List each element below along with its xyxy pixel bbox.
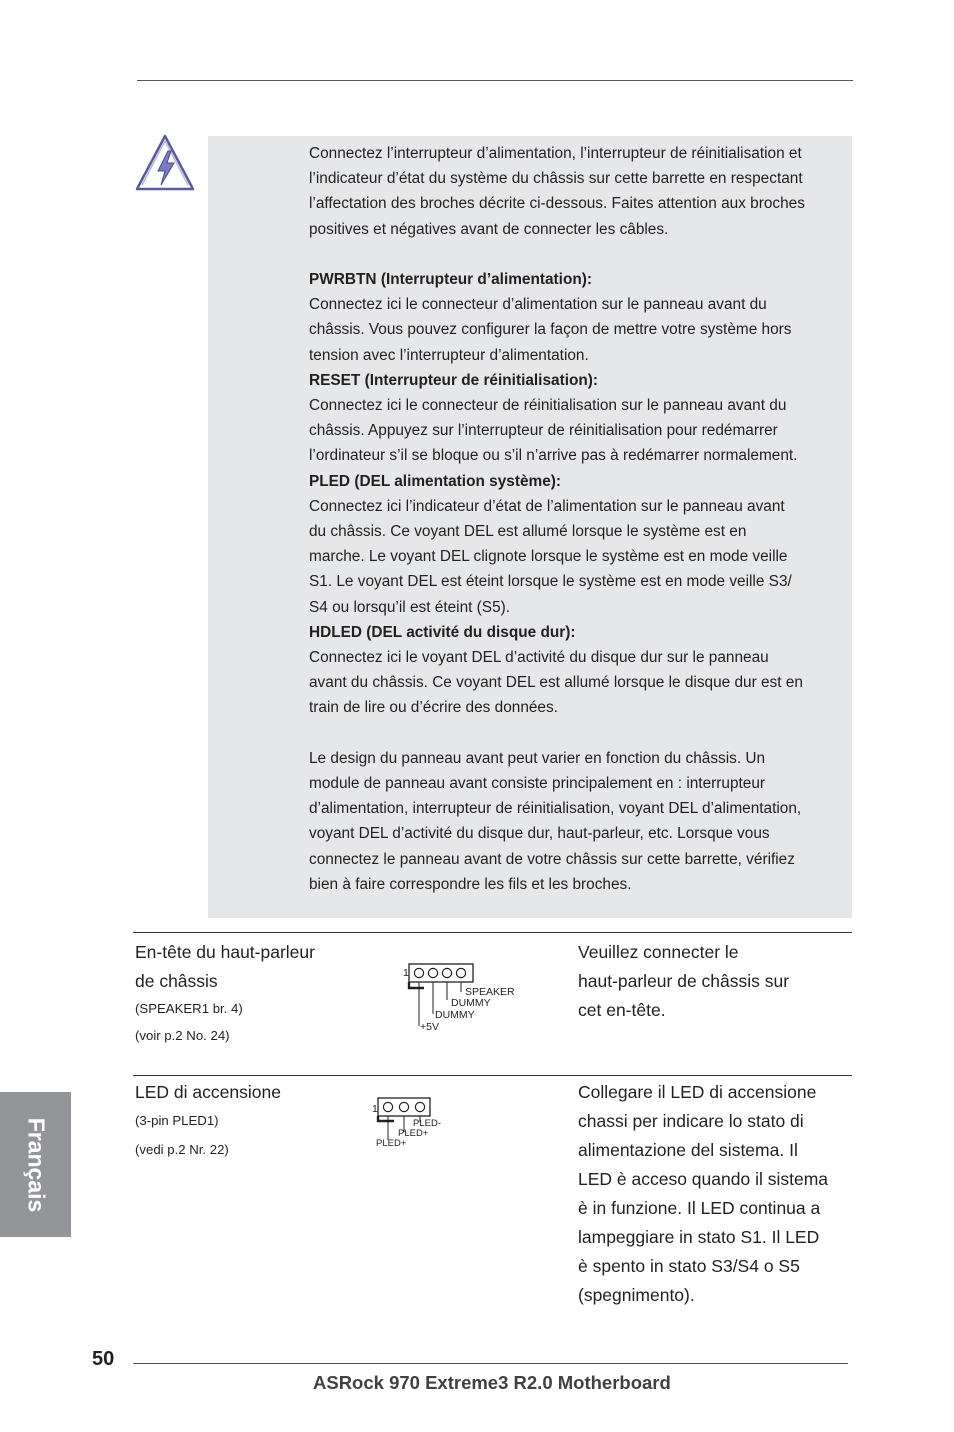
pled-paragraph [309, 494, 854, 620]
text-line: voyant DEL d’activité du disque dur, haut-parleur, etc. Lorsque vous [309, 825, 770, 843]
text-line: Connectez ici le connecteur de réinitialisation sur le panneau avant du [309, 397, 787, 415]
text-line: S4 ou lorsqu’il est éteint (S5). [309, 598, 511, 616]
power-led-page-ref: (vedi p.2 Nr. 22) [135, 1141, 229, 1157]
speaker-title-line: de châssis [135, 971, 218, 991]
text-line: module de panneau avant consiste principalement en : interrupteur [309, 775, 766, 793]
hdled-paragraph [309, 645, 854, 721]
text-line: marche. Le voyant DEL clignote lorsque le système est en mode veille [309, 548, 788, 566]
speaker-page-ref: (voir p.2 No. 24) [135, 1027, 230, 1043]
text-line: l’affectation des broches décrite ci-dessous. Faites attention aux broches [309, 195, 805, 213]
speaker-description [578, 938, 789, 1025]
plus5v-pin-label: +5V [420, 1021, 439, 1033]
pled-heading: PLED (DEL alimentation système): [309, 472, 562, 490]
pwrbtn-heading: PWRBTN (Interrupteur d’alimentation): [309, 271, 593, 288]
desc-line: lampeggiare in stato S1. Il LED [578, 1227, 820, 1247]
speaker-pin-info: (SPEAKER1 br. 4) [135, 1001, 243, 1016]
desc-line: chassi per indicare lo stato di [578, 1111, 804, 1131]
text-line: Connectez ici le voyant DEL d’activité du disque dur sur le panneau [309, 649, 769, 667]
power-led-pin-info: (3-pin PLED1) [135, 1113, 219, 1128]
power-led-title: LED di accensione [135, 1082, 281, 1102]
text-line: châssis. Appuyez sur l’interrupteur de réinitialisation pour redémarrer [309, 422, 778, 440]
desc-line: cet en-tête. [578, 1000, 666, 1020]
footer-title: ASRock 970 Extreme3 R2.0 Motherboard [313, 1372, 671, 1393]
text-line: l’indicateur d’état du système du châssis sur cette barrette en respectant [309, 170, 803, 188]
intro-paragraph [309, 141, 854, 242]
power-led-pin-diagram [370, 1096, 460, 1150]
text-line: positives et négatives avant de connecter les câbles. [309, 220, 669, 238]
power-led-title-block [135, 1078, 281, 1163]
pin1-label: 1 [372, 1103, 378, 1115]
text-line: Connectez ici l’indicateur d’état de l’alimentation sur le panneau avant [309, 497, 785, 515]
desc-line: è spento in stato S3/S4 o S5 [578, 1256, 800, 1276]
text-line: tension avec l’interrupteur d’alimentation. [309, 346, 589, 364]
reset-paragraph [309, 393, 854, 469]
pled-plus-label: PLED+ [376, 1138, 407, 1149]
desc-line: alimentazione del sistema. Il [578, 1140, 798, 1160]
design-paragraph [309, 746, 854, 897]
speaker-pin-diagram [400, 962, 520, 1034]
pled-minus-label: PLED- [413, 1118, 441, 1129]
desc-line: Veuillez connecter le [578, 942, 739, 962]
text-line: du châssis. Ce voyant DEL est allumé lorsque le système est en [309, 523, 747, 541]
desc-line: Collegare il LED di accensione [578, 1082, 817, 1102]
text-line: Le design du panneau avant peut varier en fonction du châssis. Un [309, 749, 766, 767]
speaker-pin-label: SPEAKER [465, 986, 515, 998]
desc-line: (spegnimento). [578, 1285, 695, 1305]
dummy-pin-label: DUMMY [435, 1009, 475, 1021]
text-line: d’alimentation, interrupteur de réinitialisation, voyant DEL d’alimentation, [309, 800, 802, 818]
speaker-title-line: En-tête du haut-parleur [135, 942, 315, 962]
language-tab-label: Français [23, 1117, 49, 1212]
text-line: bien à faire correspondre les fils et les broches. [309, 875, 632, 893]
text-line: S1. Le voyant DEL est éteint lorsque le système est en mode veille S3/ [309, 573, 792, 591]
pled-plus-label: PLED+ [398, 1128, 429, 1139]
footer-rule [133, 1363, 848, 1364]
page-number: 50 [92, 1348, 115, 1370]
hdled-heading: HDLED (DEL activité du disque dur): [309, 623, 576, 641]
text-line: l’ordinateur s’il se bloque ou s’il n’arrive pas à redémarrer normalement. [309, 447, 798, 465]
text-line: Connectez l’interrupteur d’alimentation, l’interrupteur de réinitialisation et [309, 145, 802, 162]
reset-heading: RESET (Interrupteur de réinitialisation): [309, 371, 599, 389]
note-text [309, 141, 854, 897]
text-line: avant du châssis. Ce voyant DEL est allumé lorsque le disque dur est en [309, 674, 803, 692]
text-line: connectez le panneau avant de votre châssis sur cette barrette, vérifiez [309, 850, 795, 868]
speaker-header-title [135, 938, 315, 1049]
header-rule [137, 80, 853, 81]
pwrbtn-paragraph [309, 292, 854, 368]
section-divider [133, 1075, 852, 1076]
language-tab [0, 1092, 71, 1237]
power-led-description [578, 1078, 828, 1310]
warning-lightning-icon [134, 133, 196, 193]
text-line: châssis. Vous pouvez configurer la façon de mettre votre système hors [309, 321, 792, 339]
desc-line: LED è acceso quando il sistema [578, 1169, 828, 1189]
text-line: train de lire ou d’écrire des données. [309, 699, 558, 717]
desc-line: haut-parleur de châssis sur [578, 971, 790, 991]
pin1-label: 1 [403, 967, 409, 979]
text-line: Connectez ici le connecteur d’alimentation sur le panneau avant du [309, 296, 767, 314]
dummy-pin-label: DUMMY [451, 997, 491, 1009]
desc-line: è in funzione. Il LED continua a [578, 1198, 821, 1218]
section-divider [133, 932, 852, 933]
